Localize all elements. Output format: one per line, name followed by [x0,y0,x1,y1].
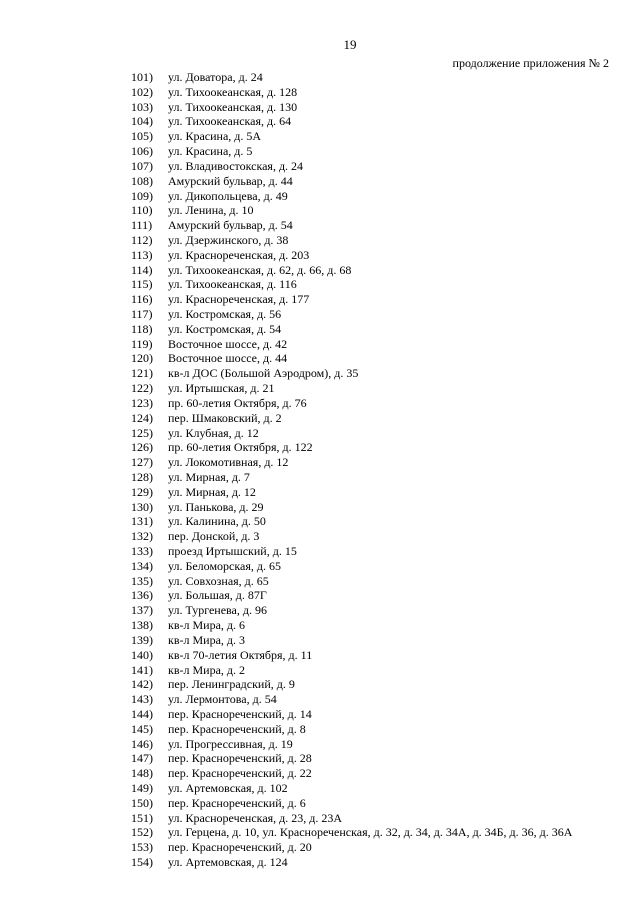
item-address: ул. Костромская, д. 56 [168,307,282,321]
item-address: пер. Краснореченский, д. 22 [168,766,312,781]
item-number: 132) [131,529,153,544]
item-address: пер. Ленинградский, д. 9 [168,677,295,692]
item-address: ул. Владивостокская, д. 24 [168,158,304,173]
item-address: Восточное шоссе, д. 44 [168,351,288,366]
item-number: 140) [131,647,153,662]
item-number: 109) [131,188,153,203]
item-number: 120) [131,351,153,366]
item-number: 142) [131,677,153,692]
item-address: пер. Краснореченский, д. 20 [168,840,312,855]
item-number: 124) [131,410,153,425]
item-number: 150) [131,795,153,810]
item-address: ул. Тихоокеанская, д. 116 [168,277,297,292]
item-number: 115) [131,277,153,292]
item-number: 147) [131,751,153,766]
item-address: ул. Прогрессивная, д. 19 [168,736,293,751]
item-address: ул. Лермонтова, д. 54 [168,692,277,707]
item-number: 128) [131,469,153,484]
item-number: 141) [131,662,153,677]
item-address: кв-л Мира, д. 2 [168,662,246,677]
item-number: 154) [131,855,153,870]
item-address: ул. Краснореченская, д. 203 [168,247,310,262]
item-number: 127) [131,455,153,470]
item-address: ул. Беломорская, д. 65 [168,558,281,573]
item-address: ул. Тихоокеанская, д. 64 [168,114,292,129]
item-address: кв-л Мира, д. 6 [168,618,246,633]
item-address: пер. Донской, д. 3 [168,529,260,544]
item-address: ул. Артемовская, д. 102 [168,781,288,795]
item-number: 145) [131,721,153,736]
item-address: ул. Доватора, д. 24 [168,70,263,84]
item-address: пер. Краснореченский, д. 28 [168,751,312,766]
item-address: ул. Локомотивная, д. 12 [168,455,289,470]
item-number: 136) [131,588,153,603]
item-number: 101) [131,70,153,84]
item-number: 135) [131,573,153,588]
item-address: пер. Краснореченский, д. 6 [168,795,306,810]
item-address: ул. Панькова, д. 29 [168,499,264,514]
item-address: ул. Калинина, д. 50 [168,514,266,529]
item-number: 121) [131,366,153,381]
item-address: ул. Дзержинского, д. 38 [168,232,289,247]
item-address: ул. Мирная, д. 7 [168,469,250,484]
item-address: пер. Краснореченский, д. 14 [168,706,312,721]
item-address: кв-л ДОС (Большой Аэродром), д. 35 [168,366,359,381]
item-number: 151) [131,810,153,825]
item-number: 139) [131,632,153,647]
page-number: 19 [343,37,357,52]
item-address: ул. Клубная, д. 12 [168,425,259,440]
item-address: ул. Совхозная, д. 65 [168,573,269,588]
item-address: ул. Артемовская, д. 124 [168,855,288,870]
item-address: Амурский бульвар, д. 44 [168,173,293,188]
item-number: 112) [131,232,153,247]
item-number: 133) [131,544,153,558]
item-number: 138) [131,618,153,633]
item-address: пр. 60-летия Октября, д. 122 [168,440,313,455]
item-number: 153) [131,840,153,855]
item-address: ул. Краснореченская, д. 23, д. 23А [168,810,343,825]
item-number: 143) [131,692,153,707]
item-address: ул. Костромская, д. 54 [168,321,282,336]
item-number: 111) [131,218,153,233]
item-number: 130) [131,499,153,514]
item-number: 123) [131,395,153,410]
item-address: проезд Иртышский, д. 15 [168,544,297,558]
item-address: Амурский бульвар, д. 54 [168,218,293,233]
item-number: 114) [131,262,153,277]
item-address: пер. Шмаковский, д. 2 [168,410,282,425]
item-address: ул. Герцена, д. 10, ул. Краснореченская, д. 32, д. 34, д. 34А, д. 34Б, д. 36, д. 36А [168,825,573,840]
item-number: 107) [131,158,153,173]
item-address: ул. Тургенева, д. 96 [168,603,267,618]
item-number: 129) [131,484,153,499]
item-address: ул. Красина, д. 5 [168,144,253,159]
item-address: Восточное шоссе, д. 42 [168,336,288,351]
item-number: 108) [131,173,153,188]
item-number: 125) [131,425,153,440]
item-number: 146) [131,736,153,751]
item-number: 117) [131,307,153,321]
item-number: 102) [131,84,153,99]
item-address: ул. Ленина, д. 10 [168,203,254,218]
item-address: ул. Дикопольцева, д. 49 [168,188,288,203]
item-address: ул. Тихоокеанская, д. 130 [168,99,298,114]
item-address: пер. Краснореченский, д. 8 [168,721,306,736]
item-address: ул. Мирная, д. 12 [168,484,256,499]
item-number: 103) [131,99,153,114]
item-number: 137) [131,603,153,618]
item-address: ул. Краснореченская, д. 177 [168,292,310,307]
continuation-heading: продолжение приложения № 2 [452,56,609,70]
item-address: кв-л Мира, д. 3 [168,632,246,647]
item-number: 122) [131,381,153,396]
item-number: 116) [131,292,153,307]
item-number: 119) [131,336,153,351]
item-number: 149) [131,781,153,795]
item-number: 131) [131,514,153,529]
item-number: 105) [131,129,153,144]
item-number: 152) [131,825,153,840]
item-address: ул. Тихоокеанская, д. 128 [168,84,298,99]
item-address: ул. Красина, д. 5А [168,129,262,144]
item-number: 144) [131,706,153,721]
item-number: 104) [131,114,153,129]
item-address: пр. 60-летия Октября, д. 76 [168,395,307,410]
item-address: ул. Иртышская, д. 21 [168,381,275,396]
item-number: 106) [131,144,153,159]
item-number: 118) [131,321,153,336]
item-address: ул. Тихоокеанская, д. 62, д. 66, д. 68 [168,262,352,277]
item-number: 134) [131,558,153,573]
item-number: 148) [131,766,153,781]
item-address: кв-л 70-летия Октября, д. 11 [168,647,313,662]
item-number: 126) [131,440,153,455]
item-address: ул. Большая, д. 87Г [168,588,267,603]
item-number: 113) [131,247,153,262]
item-number: 110) [131,203,153,218]
